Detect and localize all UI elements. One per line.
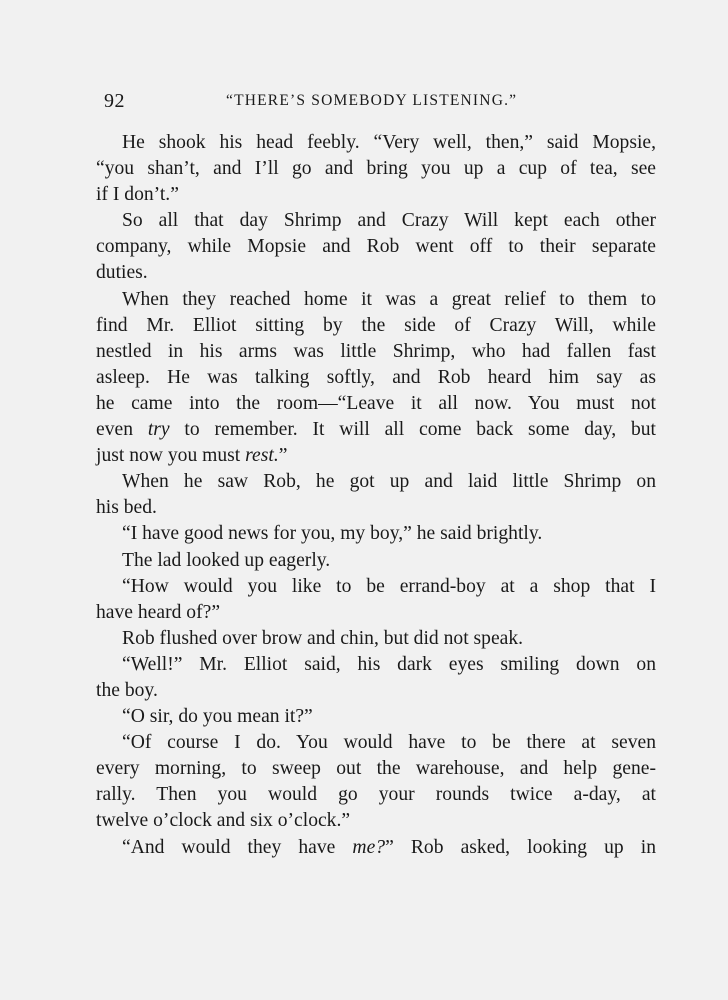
text-line: The lad looked up eagerly. xyxy=(122,549,331,571)
text-line: find Mr. Elliot sitting by the side of Crazy Will, while xyxy=(96,314,656,336)
text-line: “And would they have me?” Rob asked, looking up in xyxy=(122,836,656,858)
text-line: have heard of?” xyxy=(96,601,221,623)
text-line: rally. Then you would go your rounds twice a-day, at xyxy=(96,784,656,806)
body-text xyxy=(96,130,656,861)
text-line: “O sir, do you mean it?” xyxy=(122,706,313,728)
text-line: “I have good news for you, my boy,” he said brightly. xyxy=(122,523,543,545)
text-line: “How would you like to be errand-boy at a shop that I xyxy=(122,575,656,597)
text-line: “you shan’t, and I’ll go and bring you up a cup of tea, see xyxy=(96,158,656,180)
text-line: the boy. xyxy=(96,679,158,701)
text-line: just now you must rest.” xyxy=(96,445,288,467)
text-line: When he saw Rob, he got up and laid little Shrimp on xyxy=(122,471,656,493)
text-line: “Of course I do. You would have to be there at seven xyxy=(122,732,656,754)
text-line: every morning, to sweep out the warehouse, and help gene- xyxy=(96,758,656,780)
text-line: So all that day Shrimp and Crazy Will kept each other xyxy=(122,210,656,232)
text-line: He shook his head feebly. “Very well, then,” said Mopsie, xyxy=(122,132,656,153)
text-line: “Well!” Mr. Elliot said, his dark eyes smiling down on xyxy=(122,653,656,675)
text-line: his bed. xyxy=(96,497,157,519)
text-line: asleep. He was talking softly, and Rob heard him say as xyxy=(96,366,656,388)
running-head: “THERE’S SOMEBODY LISTENING.” xyxy=(226,92,518,109)
text-line: even try to remember. It will all come back some day, but xyxy=(96,419,656,441)
text-line: if I don’t.” xyxy=(96,184,179,206)
page-header xyxy=(104,90,660,116)
text-line: twelve o’clock and six o’clock.” xyxy=(96,810,351,832)
text-line: company, while Mopsie and Rob went off to their separate xyxy=(96,236,656,258)
text-line: duties. xyxy=(96,262,148,284)
text-line: When they reached home it was a great relief to them to xyxy=(122,288,656,310)
text-line: he came into the room—“Leave it all now. You must not xyxy=(96,392,656,414)
text-line: nestled in his arms was little Shrimp, who had fallen fast xyxy=(96,340,656,362)
text-line: Rob flushed over brow and chin, but did not speak. xyxy=(122,627,524,649)
page-number: 92 xyxy=(104,90,125,112)
